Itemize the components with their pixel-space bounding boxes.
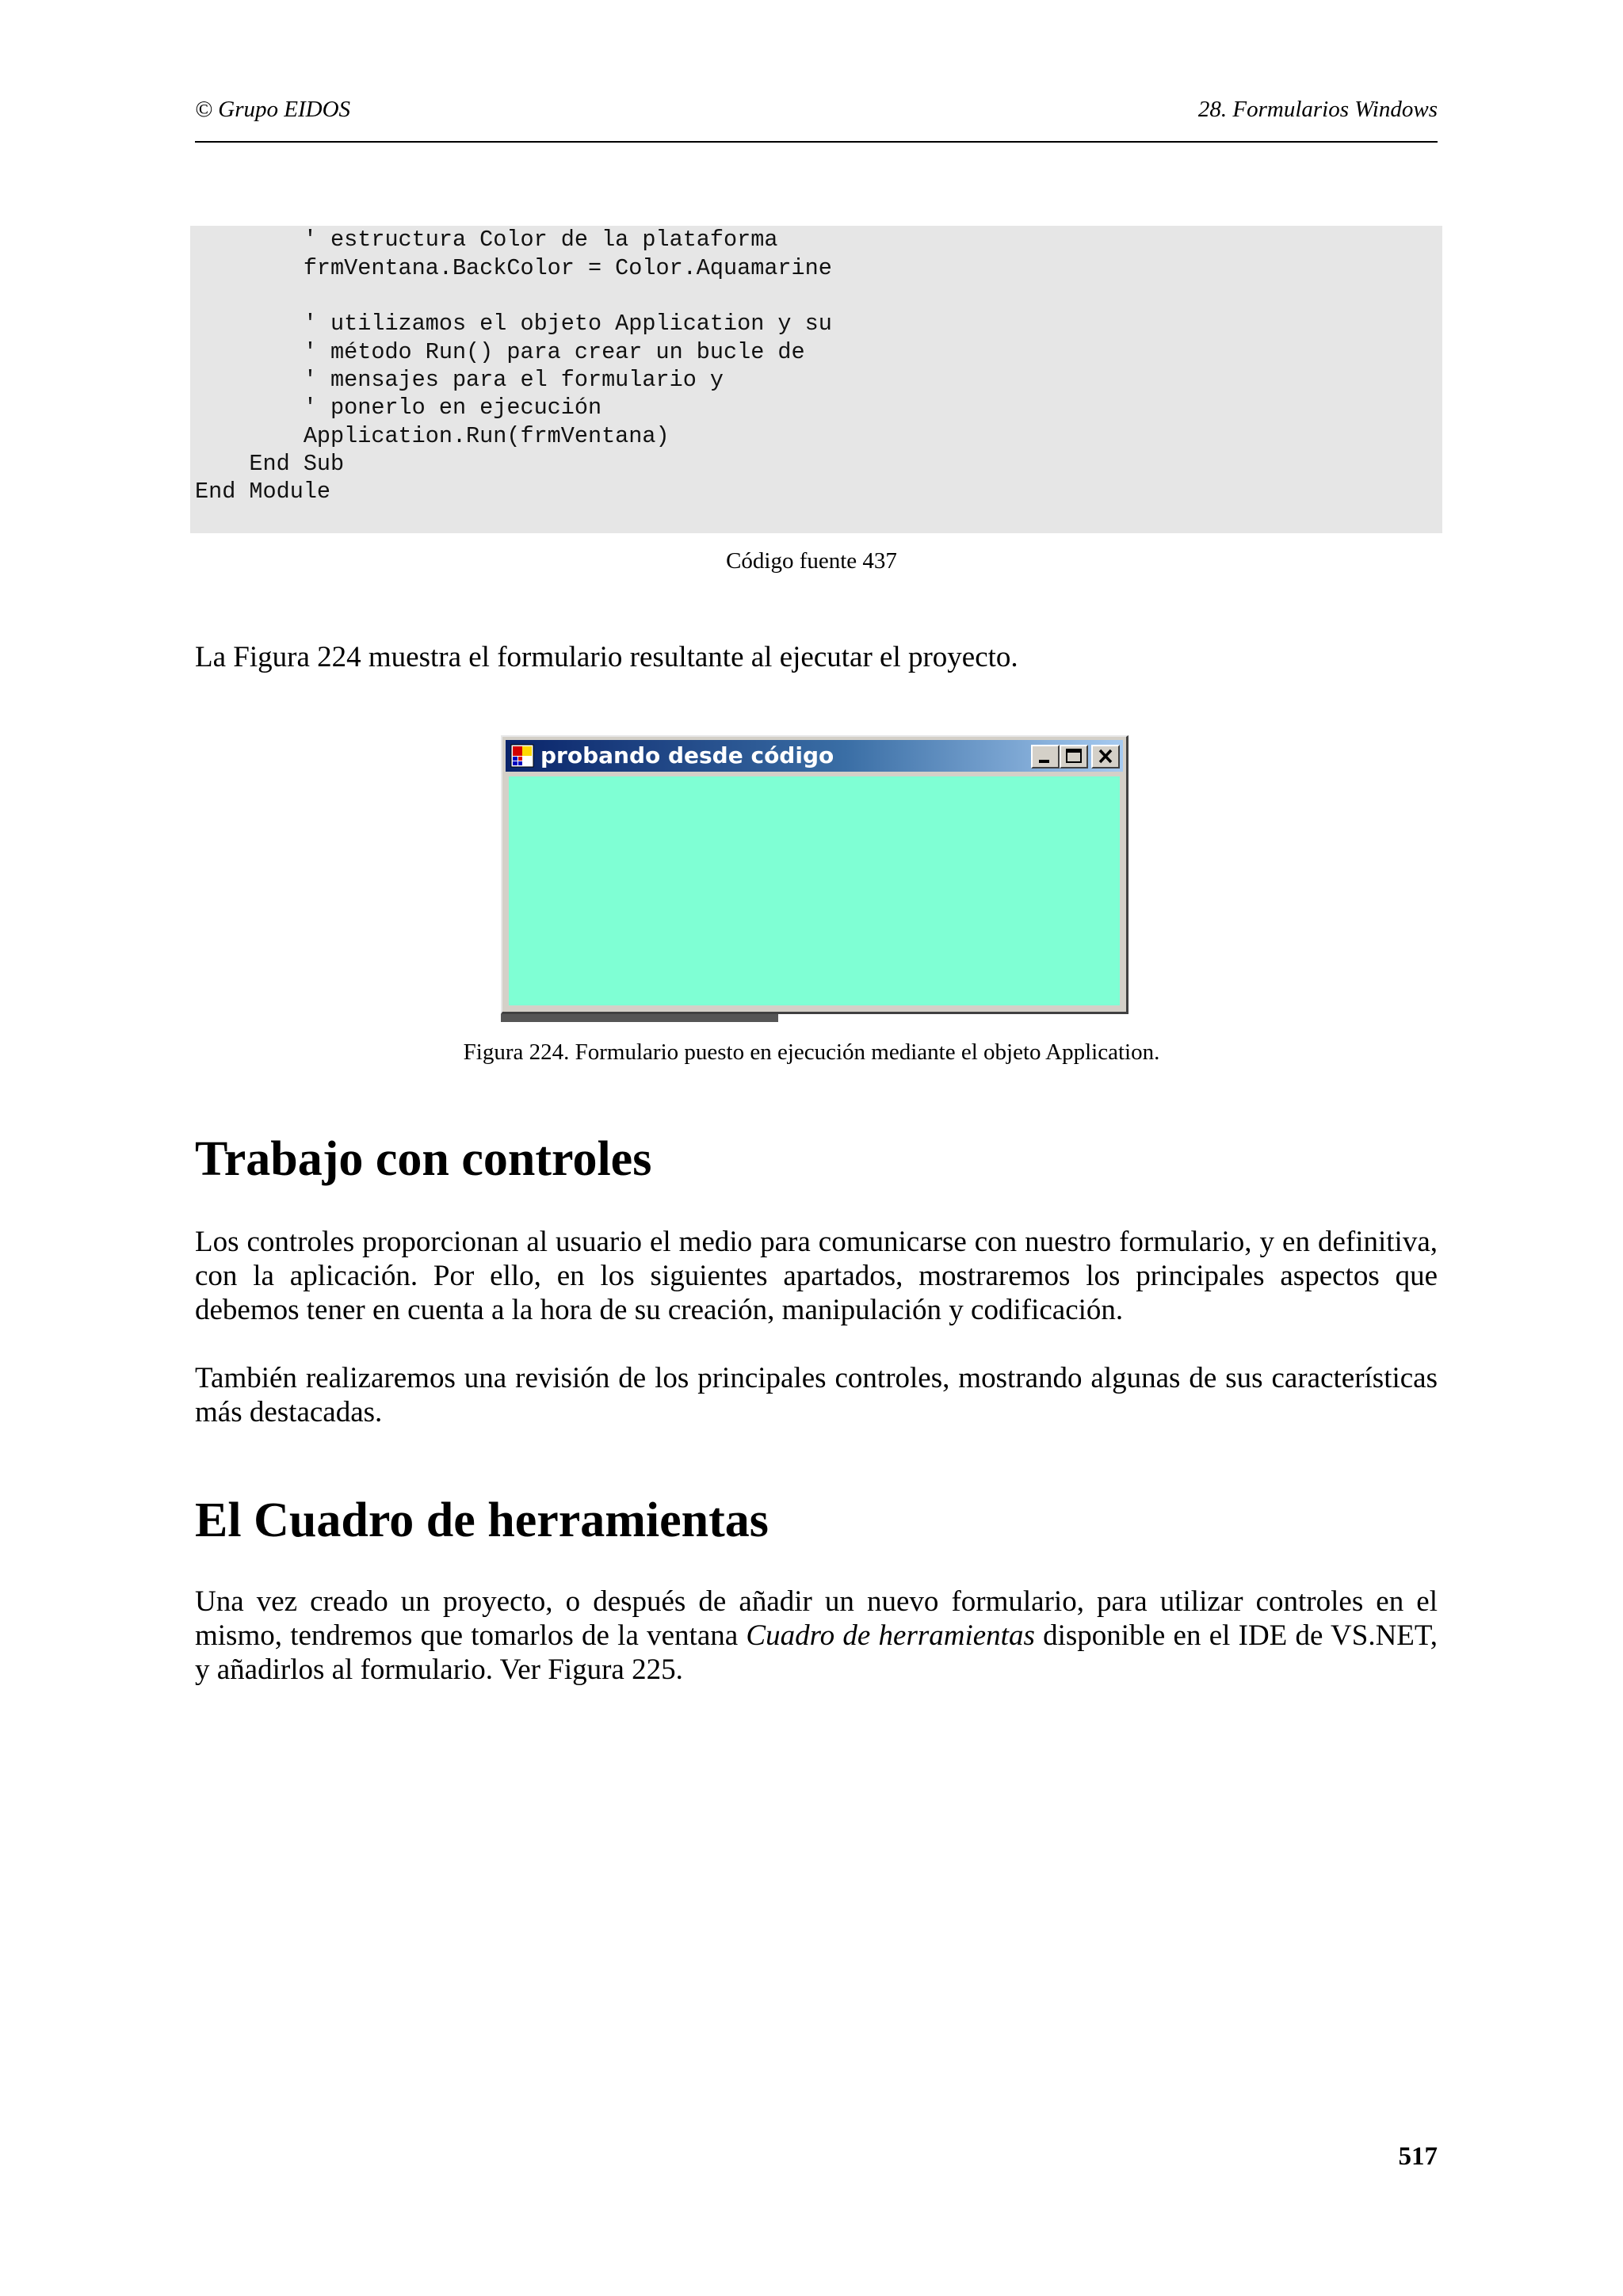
- header-chapter: 28. Formularios Windows: [1197, 97, 1438, 122]
- window-client-area[interactable]: [509, 776, 1120, 1005]
- form-window: [501, 735, 1128, 1014]
- close-icon: [1093, 746, 1118, 767]
- section-heading: Trabajo con controles: [195, 1132, 652, 1186]
- window-titlebar[interactable]: [506, 740, 1123, 772]
- code-line: Application.Run(frmVentana): [195, 423, 670, 449]
- code-line: ' utilizamos el objeto Application y su: [195, 311, 832, 337]
- app-icon: [510, 744, 534, 768]
- page-number: 517: [1398, 2142, 1438, 2171]
- maximize-icon: [1061, 746, 1086, 767]
- code-line: frmVentana.BackColor = Color.Aquamarine: [195, 255, 832, 281]
- intro-paragraph: La Figura 224 muestra el formulario resultante al ejecutar el proyecto.: [195, 641, 1018, 673]
- taskbar-fragment: [501, 1014, 778, 1022]
- code-line: ' ponerlo en ejecución: [195, 395, 602, 421]
- code-line: End Module: [195, 479, 331, 505]
- section1-paragraph-1: Los controles proporcionan al usuario el medio para comunicarse con nuestro formulario, y en definitiva, con la aplicación. Por ello, en los siguientes apartados, mostraremos los principales aspectos que debemos tener en cuenta a la hora de su creación, manipulación y codificación.: [195, 1226, 1438, 1326]
- maximize-button[interactable]: [1060, 745, 1088, 769]
- section1-paragraph-2: También realizaremos una revisión de los principales controles, mostrando algunas de sus características más destacadas.: [195, 1362, 1438, 1428]
- figure-caption: Figura 224. Formulario puesto en ejecución mediante el objeto Application.: [463, 1039, 1160, 1065]
- minimize-button[interactable]: [1031, 745, 1060, 769]
- window-title: probando desde código: [540, 742, 834, 769]
- code-line: ' método Run() para crear un bucle de: [195, 339, 805, 365]
- paragraph-text: disponible en el IDE de VS.NET, y añadirlos al formulario. Ver Figura 225.: [195, 1619, 1438, 1686]
- code-line: End Sub: [195, 451, 345, 477]
- running-header: [195, 93, 1438, 143]
- paragraph-text: Una vez creado un proyecto, o después de añadir un nuevo formulario, para utilizar controles en el mismo, tendremos que tomarlos de la ventana: [195, 1585, 1438, 1652]
- code-line: ' estructura Color de la plataforma: [195, 227, 778, 253]
- code-caption: Código fuente 437: [726, 548, 897, 574]
- toolbox-term: Cuadro de herramientas: [746, 1619, 1035, 1652]
- close-button[interactable]: [1091, 745, 1120, 769]
- header-publisher: © Grupo EIDOS: [195, 97, 351, 122]
- section2-paragraph: [195, 1585, 1438, 1687]
- code-listing: [190, 226, 1442, 533]
- section-heading: El Cuadro de herramientas: [195, 1493, 769, 1547]
- code-line: ' mensajes para el formulario y: [195, 367, 724, 393]
- minimize-icon: [1033, 746, 1058, 767]
